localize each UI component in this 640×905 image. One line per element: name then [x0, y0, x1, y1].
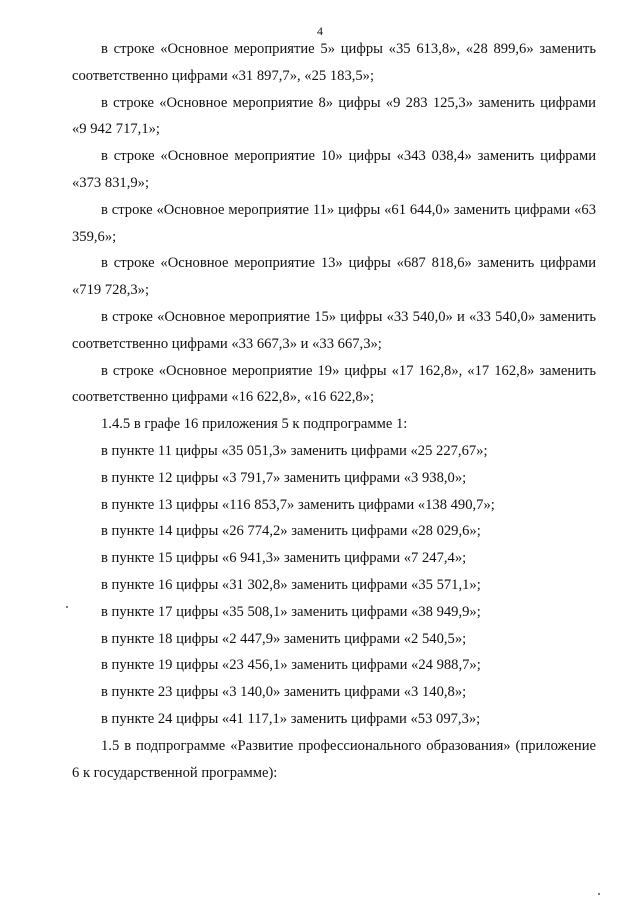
list-item-point-23: в пункте 23 цифры «3 140,0» заменить цифрами «3 140,8»; — [101, 684, 467, 701]
list-item-point-14: в пункте 14 цифры «26 774,2» заменить цифрами «28 029,6»; — [101, 523, 481, 540]
paragraph-main-activity-10: в строке «Основное мероприятие 10» цифры «343 038,4» заменить цифрами «373 831,9»; — [72, 148, 596, 191]
list-item-point-12: в пункте 12 цифры «3 791,7» заменить цифрами «3 938,0»; — [101, 469, 467, 486]
paragraph-main-activity-15: в строке «Основное мероприятие 15» цифры «33 540,0» и «33 540,0» заменить соответственно цифрами «33 667,3» и «33 667,3»; — [72, 308, 596, 352]
paragraph-main-activity-13: в строке «Основное мероприятие 13» цифры «687 818,6» заменить цифрами «719 728,3»; — [72, 255, 596, 299]
paragraph-main-activity-19: в строке «Основное мероприятие 19» цифры «17 162,8», «17 162,8» заменить соответственно цифрами «16 622,8», «16 622,8»; — [72, 362, 596, 406]
scan-artifact — [66, 606, 68, 608]
paragraph-main-activity-5: в строке «Основное мероприятие 5» цифры «35 613,8», «28 899,6» заменить соответственно цифрами «31 897,7», «25 183,5»; — [72, 41, 596, 84]
list-item-point-16: в пункте 16 цифры «31 302,8» заменить цифрами «35 571,1»; — [101, 576, 481, 593]
list-item-point-19: в пункте 19 цифры «23 456,1» заменить цифрами «24 988,7»; — [101, 657, 481, 674]
scan-artifact — [598, 893, 600, 895]
list-item-point-18: в пункте 18 цифры «2 447,9» заменить цифрами «2 540,5»; — [101, 630, 467, 647]
paragraph-section-1-5: 1.5 в подпрограмме «Развитие профессионального образования» (приложение 6 к государственной программе): — [72, 737, 596, 781]
list-item-point-17: в пункте 17 цифры «35 508,1» заменить цифрами «38 949,9»; — [101, 603, 481, 620]
page-number: 4 — [317, 24, 323, 38]
list-item-point-13: в пункте 13 цифры «116 853,7» заменить цифрами «138 490,7»; — [101, 496, 495, 513]
section-heading-1-4-5: 1.4.5 в графе 16 приложения 5 к подпрограмме 1: — [101, 416, 408, 433]
list-item-point-15: в пункте 15 цифры «6 941,3» заменить цифрами «7 247,4»; — [101, 550, 467, 567]
paragraph-main-activity-8: в строке «Основное мероприятие 8» цифры «9 283 125,3» заменить цифрами «9 942 717,1»; — [72, 94, 596, 138]
document-body — [72, 36, 596, 786]
paragraph-main-activity-11: в строке «Основное мероприятие 11» цифры «61 644,0» заменить цифрами «63 359,6»; — [72, 201, 596, 245]
list-item-point-24: в пункте 24 цифры «41 117,1» заменить цифрами «53 097,3»; — [101, 710, 481, 727]
list-item-point-11: в пункте 11 цифры «35 051,3» заменить цифрами «25 227,67»; — [101, 442, 488, 459]
